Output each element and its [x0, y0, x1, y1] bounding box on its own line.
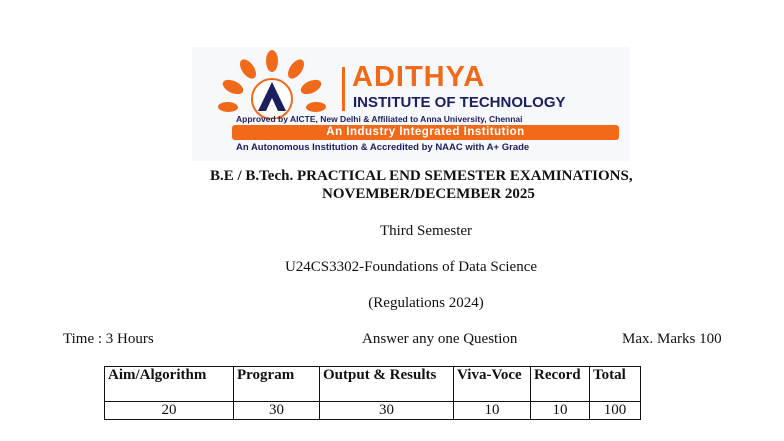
- table-cell: 100: [590, 402, 641, 420]
- marks-distribution-table: [104, 366, 641, 420]
- max-marks: Max. Marks 100: [622, 331, 722, 347]
- exam-session: NOVEMBER/DECEMBER 2025: [322, 186, 535, 202]
- sun-emblem-icon: [200, 49, 340, 119]
- table-row: [105, 402, 641, 420]
- table-header-cell: Program: [234, 367, 320, 402]
- exam-duration: Time : 3 Hours: [63, 331, 154, 347]
- table-header-cell: Aim/Algorithm: [105, 367, 234, 402]
- logo-name: ADITHYA: [352, 61, 486, 93]
- institution-logo: [192, 47, 629, 161]
- table-header-cell: Viva-Voce: [454, 367, 531, 402]
- logo-accreditation-text: An Autonomous Institution & Accredited by NAAC with A+ Grade: [236, 142, 530, 153]
- logo-tagline-banner: An Industry Integrated Institution: [232, 125, 619, 140]
- course-title: U24CS3302-Foundations of Data Science: [284, 259, 538, 275]
- table-cell: 20: [105, 402, 234, 420]
- logo-institution: INSTITUTE OF TECHNOLOGY: [353, 94, 566, 111]
- table-cell: 30: [320, 402, 454, 420]
- exam-instruction: Answer any one Question: [362, 331, 518, 347]
- table-header-cell: Record: [531, 367, 590, 402]
- table-header-cell: Output & Results: [320, 367, 454, 402]
- table-cell: 30: [234, 402, 320, 420]
- table-cell: 10: [454, 402, 531, 420]
- semester: Third Semester: [379, 223, 473, 239]
- table-cell: 10: [531, 402, 590, 420]
- logo-approval-text: Approved by AICTE, New Delhi & Affiliated to Anna University, Chennai: [236, 114, 523, 124]
- logo-divider: [342, 67, 345, 111]
- regulations: (Regulations 2024): [368, 295, 484, 311]
- table-header-row: [105, 367, 641, 402]
- exam-title: B.E / B.Tech. PRACTICAL END SEMESTER EXAMINATIONS,: [210, 168, 633, 184]
- table-header-cell: Total: [590, 367, 641, 402]
